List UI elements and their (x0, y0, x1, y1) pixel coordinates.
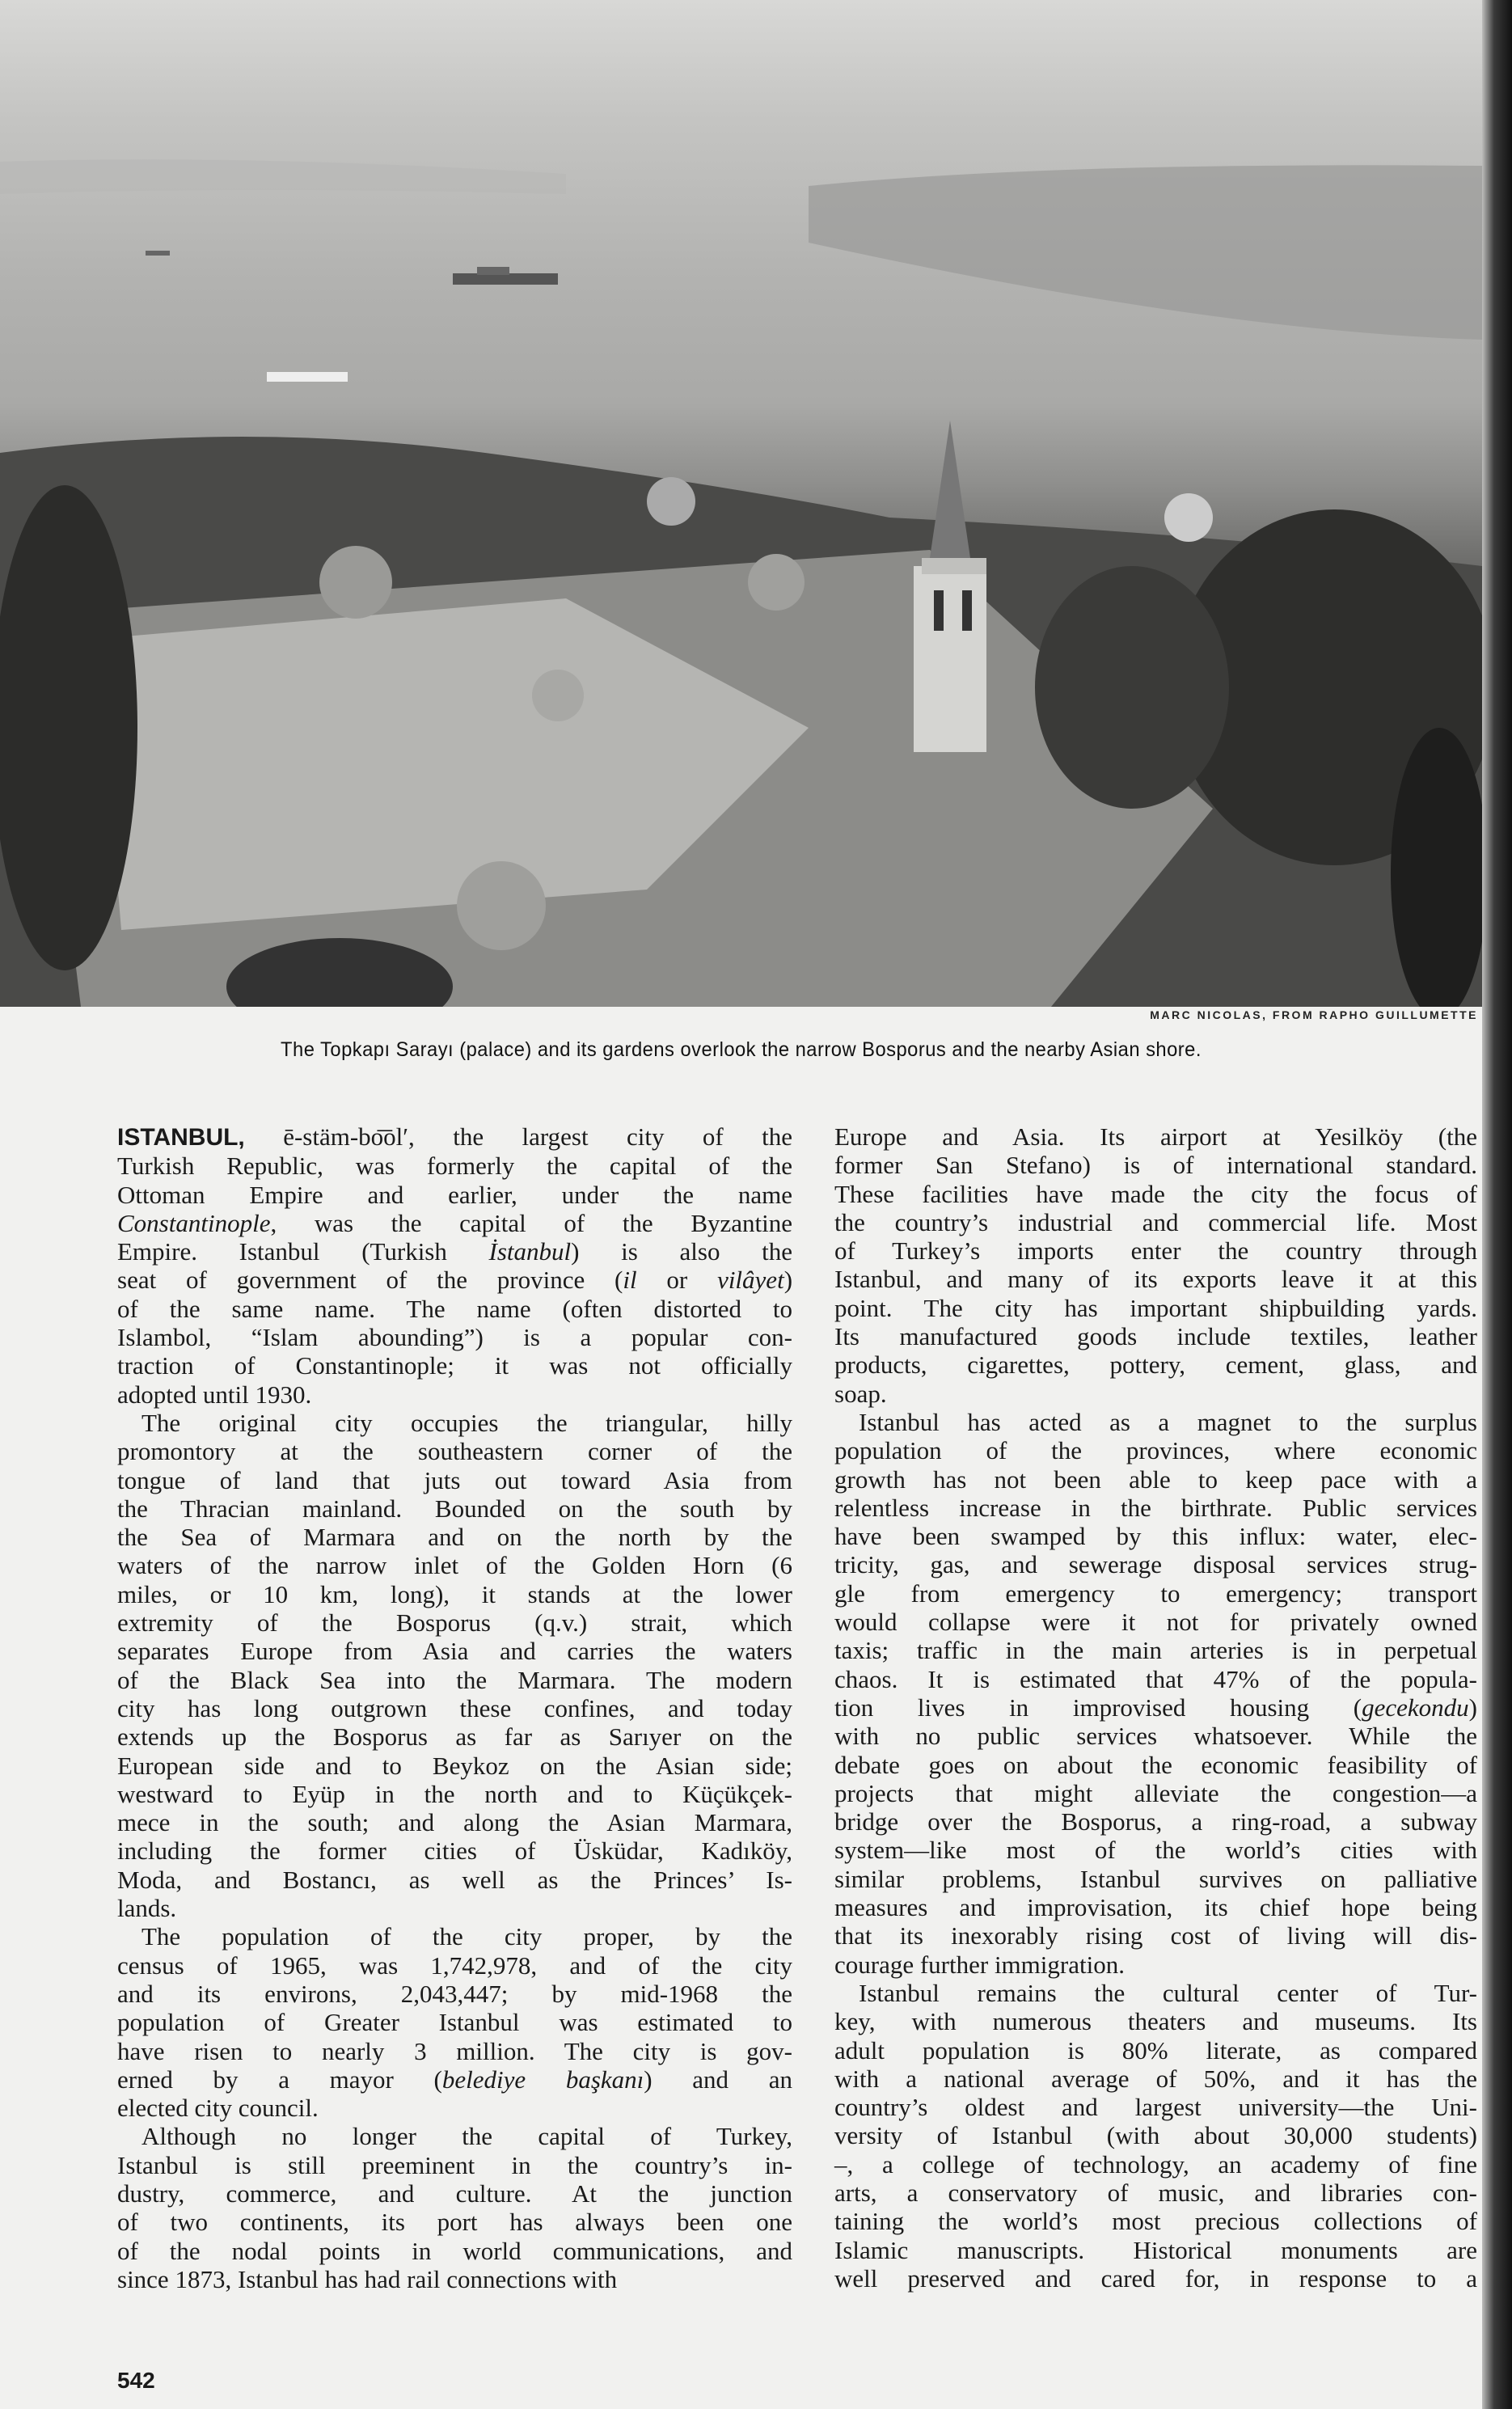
text-line: Europe and Asia. Its airport at Yesilköy (the (834, 1122, 1477, 1151)
text-line: since 1873, Istanbul has had rail connections with (117, 2264, 618, 2293)
left-column (117, 1122, 792, 2293)
text-line: products, cigarettes, pottery, cement, glass, and (834, 1350, 1477, 1380)
text-line: versity of Istanbul (with about 30,000 students) (834, 2121, 1477, 2150)
text-line: tion lives in improvised housing (gecekondu) (834, 1693, 1477, 1722)
text-line: elected city council. (117, 2094, 319, 2123)
text-line: separates Europe from Asia and carries the waters (117, 1637, 792, 1666)
text-line: well preserved and cared for, in response to a (834, 2263, 1477, 2293)
text-line: the country’s industrial and commercial life. Most (834, 1207, 1477, 1236)
italic-term: belediye başkanı (441, 2065, 644, 2094)
text-line: Islambol, “Islam abounding”) is a popular con- (117, 1323, 792, 1352)
text-line: tricity, gas, and sewerage disposal services strug- (834, 1550, 1477, 1579)
text-line: Islamic manuscripts. Historical monuments are (834, 2235, 1477, 2264)
text-line: promontory at the southeastern corner of the (117, 1437, 792, 1466)
text-line: Turkish Republic, was formerly the capital of the (117, 1152, 792, 1181)
paragraph (117, 1409, 792, 1922)
text-line: of the same name. The name (often distorted to (117, 1294, 792, 1323)
text-line: European side and to Beykoz on the Asian side; (117, 1751, 792, 1780)
text-line: debate goes on about the economic feasibility of (834, 1750, 1477, 1779)
text-line: soap. (834, 1379, 887, 1408)
text-line: courage further immigration. (834, 1950, 1125, 1979)
text-line: and its environs, 2,043,447; by mid-1968 the (117, 1979, 792, 2008)
topkapi-palace-photo (0, 0, 1482, 1007)
photo-credit: MARC NICOLAS, FROM RAPHO GUILLUMETTE (1150, 1008, 1478, 1021)
text-line: extends up the Bosporus as far as Sarıyer on the (117, 1722, 792, 1752)
text-line: population of the provinces, where economic (834, 1436, 1477, 1465)
text-line: Moda, and Bostancı, as well as the Princes’ Is- (117, 1865, 792, 1894)
text-line: seat of government of the province (il or vilâyet) (117, 1266, 793, 1295)
text-line: Ottoman Empire and earlier, under the name (117, 1180, 792, 1209)
text-line: have risen to nearly 3 million. The city is gov- (117, 2036, 792, 2065)
text-line: would collapse were it not for privately owned (834, 1608, 1477, 1637)
text-line: The original city occupies the triangular, hilly (141, 1408, 792, 1437)
text-line: of Turkey’s imports enter the country through (834, 1236, 1477, 1266)
text-line: Constantinople, was the capital of the Byzantine (117, 1208, 792, 1237)
paragraph (834, 1979, 1477, 2293)
text-line: taxis; traffic in the main arteries is in perpetual (834, 1636, 1477, 1665)
text-line: arts, a conservatory of music, and libraries con- (834, 2178, 1477, 2207)
text-line: country’s oldest and largest university—the Uni- (834, 2093, 1477, 2122)
text-line: with a national average of 50%, and it has the (834, 2064, 1477, 2093)
text-line: The population of the city proper, by the (141, 1922, 792, 1951)
text-line: bridge over the Bosporus, a ring-road, a subway (834, 1807, 1477, 1836)
text-line: adult population is 80% literate, as compared (834, 2035, 1477, 2065)
italic-term: gecekondu (1362, 1693, 1469, 1722)
text-line: Istanbul is still preeminent in the country’s in- (117, 2150, 792, 2179)
text-line: with no public services whatsoever. While the (834, 1722, 1477, 1751)
paragraph (834, 1408, 1477, 1979)
text-line: extremity of the Bosporus (q.v.) strait, which (117, 1608, 792, 1638)
text-line: point. The city has important shipbuilding yards. (834, 1293, 1477, 1322)
text-line: mece in the south; and along the Asian Marmara, (117, 1808, 792, 1837)
text-line: growth has not been able to keep pace with a (834, 1464, 1477, 1494)
text-line: ISTANBUL, ē-stäm-bo͞ol′, the largest city of the (117, 1122, 792, 1151)
text-line: system—like most of the world’s cities with (834, 1836, 1477, 1865)
italic-term: İstanbul (488, 1237, 572, 1266)
text-line: of the Black Sea into the Marmara. The modern (117, 1665, 792, 1694)
page-edge-shadow (1482, 0, 1512, 2409)
text-line: gle from emergency to emergency; transport (834, 1579, 1477, 1608)
text-line: of the nodal points in world communications, and (117, 2236, 792, 2265)
italic-term: Constantinople (117, 1208, 271, 1237)
text-line: relentless increase in the birthrate. Public services (834, 1493, 1477, 1522)
text-line: Istanbul, and many of its exports leave it at this (834, 1265, 1477, 1294)
text-line: key, with numerous theaters and museums. Its (834, 2007, 1477, 2036)
text-line: westward to Eyüp in the north and to Küçükçek- (117, 1779, 792, 1808)
text-line: city has long outgrown these confines, and today (117, 1693, 792, 1722)
text-line: –, a college of technology, an academy of fine (834, 2149, 1477, 2179)
text-line: waters of the narrow inlet of the Golden Horn (6 (117, 1551, 792, 1580)
text-line: These facilities have made the city the focus of (834, 1179, 1477, 1208)
paragraph (117, 1922, 792, 2122)
text-line: Although no longer the capital of Turkey, (141, 2122, 792, 2151)
text-line: that its inexorably rising cost of living will dis- (834, 1921, 1477, 1950)
text-line: of two continents, its port has always been one (117, 2208, 792, 2237)
text-line: the Sea of Marmara and on the north by the (117, 1523, 792, 1552)
text-line: dustry, commerce, and culture. At the junction (117, 2179, 792, 2208)
text-line: adopted until 1930. (117, 1380, 312, 1409)
text-line: lands. (117, 1894, 177, 1923)
text-line: Its manufactured goods include textiles, leather (834, 1322, 1477, 1351)
text-line: the Thracian mainland. Bounded on the south by (117, 1494, 792, 1523)
text-line: taining the world’s most precious collections of (834, 2207, 1477, 2236)
text-line: traction of Constantinople; it was not officially (117, 1351, 792, 1380)
text-line: have been swamped by this influx: water, elec- (834, 1522, 1477, 1551)
text-line: miles, or 10 km, long), it stands at the lower (117, 1579, 792, 1608)
text-line: erned by a mayor (belediye başkanı) and an (117, 2065, 793, 2094)
text-line: projects that might alleviate the congestion—a (834, 1778, 1477, 1807)
paragraph (834, 1122, 1477, 1408)
text-line: including the former cities of Üsküdar, Kadıköy, (117, 1836, 792, 1866)
right-column (834, 1122, 1477, 2293)
page-number: 542 (117, 2368, 155, 2393)
text-line: Empire. Istanbul (Turkish İstanbul) is also the (117, 1237, 792, 1266)
text-line: chaos. It is estimated that 47% of the popula- (834, 1664, 1477, 1693)
text-line: former San Stefano) is of international standard. (834, 1151, 1477, 1180)
text-line: Istanbul remains the cultural center of Tur- (859, 1978, 1477, 2007)
photo-illustration (0, 0, 1482, 1007)
text-line: measures and improvisation, its chief hope being (834, 1893, 1477, 1922)
text-line: census of 1965, was 1,742,978, and of the city (117, 1950, 792, 1980)
text-line: tongue of land that juts out toward Asia from (117, 1465, 792, 1494)
text-line: Istanbul has acted as a magnet to the surplus (859, 1407, 1477, 1436)
italic-term: vilâyet (717, 1266, 784, 1295)
text-line: population of Greater Istanbul was estimated to (117, 2008, 792, 2037)
entry-headword: ISTANBUL, (117, 1124, 245, 1151)
paragraph (117, 1122, 792, 1409)
text-line: similar problems, Istanbul survives on palliative (834, 1864, 1477, 1893)
italic-term: il (623, 1266, 637, 1295)
photo-caption: The Topkapı Sarayı (palace) and its gardens overlook the narrow Bosporus and the nearby Asian shore. (281, 1038, 1202, 1061)
paragraph (117, 2122, 792, 2293)
